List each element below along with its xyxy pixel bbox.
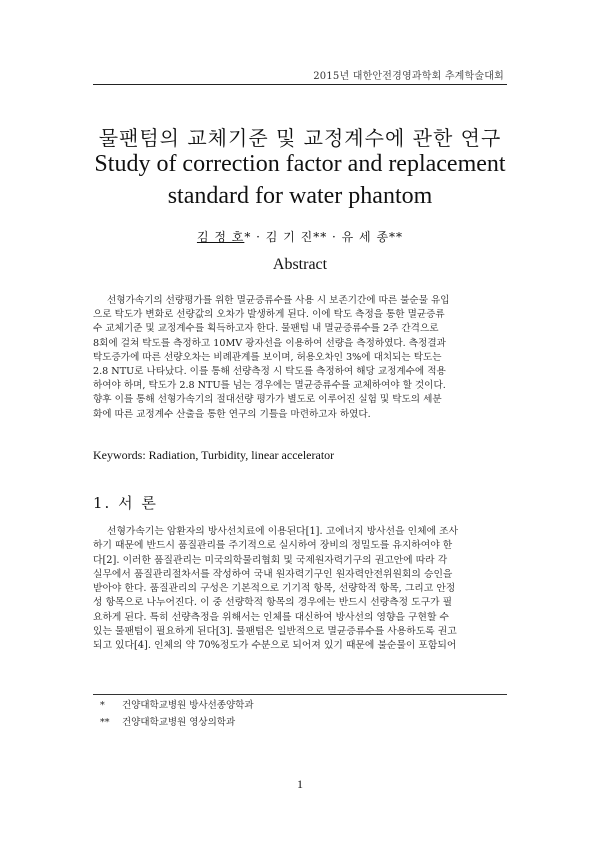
footnote	[100, 714, 254, 731]
body-line: 요하게 된다. 특히 선량측정을 위해서는 인체를 대신하여 방사선의 영향을 구현할 수	[93, 611, 450, 623]
body-line: 받아야 한다. 품질관리의 구성은 기본적으로 기기적 항목, 선량학적 항목, 그리고 안정	[93, 583, 456, 595]
footnote-mark: *	[100, 700, 105, 711]
abstract-line: 으로 탁도가 변화로 선량값의 오차가 발생하게 된다. 이에 탁도 측정을 통한 멸균증류	[93, 309, 445, 321]
footnote	[100, 697, 254, 714]
footnote-mark: **	[100, 717, 110, 728]
abstract-line: 2.8 NTU로 나타났다. 이를 통해 선량측정 시 탁도를 측정하여 해당 교정계수에 적용	[93, 366, 446, 378]
abstract-body	[93, 294, 507, 422]
introduction-body	[93, 525, 507, 654]
footnote-text: 건양대학교병원 영상의학과	[122, 717, 236, 728]
footnote-rule	[93, 694, 507, 695]
abstract-line: 선형가속기의 선량평가를 위한 멸균증류수를 사용 시 보존기간에 따른 불순물 유입	[107, 295, 450, 306]
abstract-line: 8회에 걸쳐 탁도를 측정하고 10MV 광자선을 이용하여 선량을 측정하였다. 측정결과	[93, 337, 446, 349]
body-line: 실무에서 품질관리절차서를 작성하여 국내 원자력기구인 원자력안전위원회의 승인을	[93, 568, 453, 580]
abstract-line: 향후 이를 통해 선형가속기의 절대선량 평가가 별도로 이루어진 실험 및 탁도의 세분	[93, 394, 442, 406]
abstract-heading: Abstract	[272, 256, 328, 273]
other-authors: * · 김 기 진** · 유 세 종**	[244, 230, 404, 244]
author-line	[0, 228, 600, 245]
footnote-text: 건양대학교병원 방사선종양학과	[122, 700, 254, 711]
section-heading-introduction: 1. 서 론	[93, 494, 158, 512]
footnotes	[100, 697, 254, 731]
body-line: 하기 때문에 반드시 품질관리를 주기적으로 실시하여 장비의 정밀도를 유지하여야 한	[93, 540, 453, 552]
header-rule	[93, 84, 507, 85]
abstract-line: 화에 따른 교정계수 산출을 통한 연구의 기틀을 마련하고자 하였다.	[93, 408, 371, 420]
abstract-line: 수 교체기준 및 교정계수를 획득하고자 한다. 물팬텀 내 멸균증류수를 2주 간격으로	[93, 323, 439, 335]
page-number: 1	[297, 777, 303, 791]
title-english: Study of correction factor and replacement standard for water phantom	[94, 151, 506, 209]
abstract-line: 탁도증가에 따른 선량오차는 비례관계를 보이며, 허용오차인 3%에 대치되는 탁도는	[93, 351, 442, 363]
body-line: 다[2]. 이러한 품질관리는 미국의학물리협회 및 국제원자력기구의 권고안에 따라 각	[93, 554, 448, 566]
body-line: 선형가속기는 암환자의 방사선치료에 이용된다[1]. 고에너지 방사선을 인체에 조사	[107, 526, 459, 537]
body-line: 되고 있다[4]. 인체의 약 70%정도가 수분으로 되어져 있기 때문에 불순물이 포함되어	[93, 640, 457, 652]
abstract-line: 하여야 하며, 탁도가 2.8 NTU를 넘는 경우에는 멸균증류수를 교체하여야 할 것이다.	[93, 380, 446, 392]
body-line: 있는 물팬텀이 필요하게 된다[3]. 물팬텀은 일반적으로 멸균증류수를 사용하도록 권고	[93, 626, 457, 638]
first-author: 김 정 호	[196, 230, 245, 244]
running-header: 2015년 대한안전경영과학회 추계학술대회	[313, 71, 504, 82]
keywords: Keywords: Radiation, Turbidity, linear accelerator	[93, 448, 335, 462]
title-korean: 물팬텀의 교체기준 및 교정계수에 관한 연구	[98, 126, 502, 150]
body-line: 성 항목으로 나누어진다. 이 중 선량학적 항목의 경우에는 반드시 선량측정 도구가 필	[93, 597, 453, 609]
